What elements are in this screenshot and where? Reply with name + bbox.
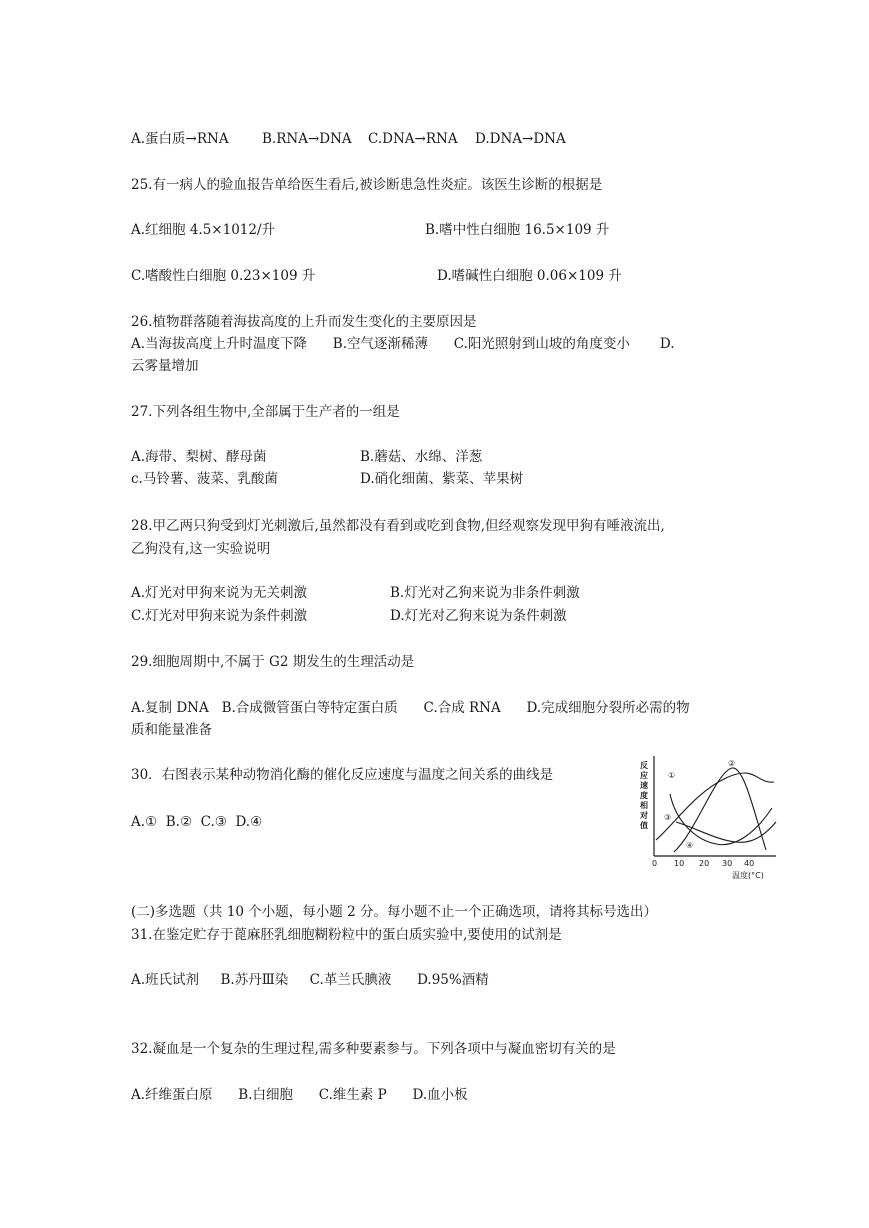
curve-label-3: ③ (664, 813, 672, 822)
q31-options: A.班氏试剂 B.苏丹Ⅲ染 C.革兰氏腆液 D.95%酒精 (131, 972, 489, 988)
curve-label-1: ① (668, 771, 676, 780)
section2-heading: (二)多选题（共 10 个小题，每小题 2 分。每小题不止一个正确选项，请将其标号选出） (131, 904, 657, 920)
q27-stem: 27.下列各组生物中,全部属于生产者的一组是 (131, 404, 400, 420)
q27-option-d: D.硝化细菌、紫菜、苹果树 (360, 471, 524, 487)
q25-option-a: A.红细胞 4.5×1012/升 (131, 222, 276, 238)
x-tick-30: 30 (722, 859, 733, 868)
q29-options-line1: A.复制 DNA B.合成微管蛋白等特定蛋白质 C.合成 RNA D.完成细胞分裂所必需的物 (131, 700, 690, 716)
q28-option-c: C.灯光对甲狗来说为条件刺激 (131, 608, 308, 624)
curve-label-2: ② (728, 759, 736, 768)
q26-options-line1: A.当海拔高度上升时温度下降 B.空气逐渐稀薄 C.阳光照射到山坡的角度变小 D. (131, 336, 675, 352)
q27-option-b: B.蘑菇、水绵、洋葱 (360, 449, 483, 465)
graph-xlabel: 温度(°C) (732, 871, 764, 880)
q25-option-c: C.嗜酸性白细胞 0.23×109 升 (131, 268, 316, 284)
q29-options-line2: 质和能量准备 (131, 722, 212, 738)
q28-stem-line2: 乙狗没有,这一实验说明 (131, 541, 271, 557)
q28-option-a: A.灯光对甲狗来说为无关刺激 (131, 585, 308, 601)
q24-option-d: D.DNA→DNA (475, 131, 566, 147)
q27-option-a: A.海带、梨树、酵母菌 (131, 449, 267, 465)
x-tick-10: 10 (674, 859, 685, 868)
q25-option-b: B.嗜中性白细胞 16.5×109 升 (425, 222, 610, 238)
q26-options-line2: 云雾量增加 (131, 358, 199, 374)
q24-option-c: C.DNA→RNA (368, 131, 458, 147)
q30-options: A.① B.② C.③ D.④ (131, 814, 263, 830)
enzyme-temperature-graph (636, 752, 786, 887)
q25-option-d: D.嗜碱性白细胞 0.06×109 升 (437, 268, 622, 284)
x-tick-20: 20 (699, 859, 710, 868)
q29-stem: 29.细胞周期中,不属于 G2 期发生的生理活动是 (131, 654, 415, 670)
q32-options: A.纤维蛋白原 B.白细胞 C.维生素 P D.血小板 (131, 1087, 468, 1103)
x-tick-40: 40 (744, 859, 755, 868)
q28-option-d: D.灯光对乙狗来说为条件刺激 (390, 608, 567, 624)
q25-stem: 25.有一病人的验血报告单给医生看后,被诊断患急性炎症。该医生诊断的根据是 (131, 177, 603, 193)
q30-figure (636, 752, 786, 887)
q32-stem: 32.凝血是一个复杂的生理过程,需多种要素参与。下列各项中与凝血密切有关的是 (131, 1041, 616, 1057)
q28-stem-line1: 28.甲乙两只狗受到灯光刺激后,虽然都没有看到或吃到食物,但经观察发现甲狗有唾液流出, (131, 518, 665, 534)
x-tick-0: 0 (652, 859, 658, 868)
q27-option-c: c.马铃薯、菠菜、乳酸菌 (131, 471, 278, 487)
curve-label-4: ④ (686, 841, 694, 850)
q31-stem: 31.在鉴定贮存于蓖麻胚乳细胞糊粉粒中的蛋白质实验中,要使用的试剂是 (131, 927, 562, 943)
q30-stem: 30．右图表示某种动物消化酶的催化反应速度与温度之间关系的曲线是 (131, 767, 554, 783)
q24-option-a: A.蛋白质→RNA (131, 131, 229, 147)
q26-stem: 26.植物群落随着海拔高度的上升而发生变化的主要原因是 (131, 314, 477, 330)
graph-ylabel: 反 应 速 度 相 对 值 (640, 761, 648, 830)
q28-option-b: B.灯光对乙狗来说为非条件刺激 (390, 585, 580, 601)
q24-option-b: B.RNA→DNA (262, 131, 352, 147)
